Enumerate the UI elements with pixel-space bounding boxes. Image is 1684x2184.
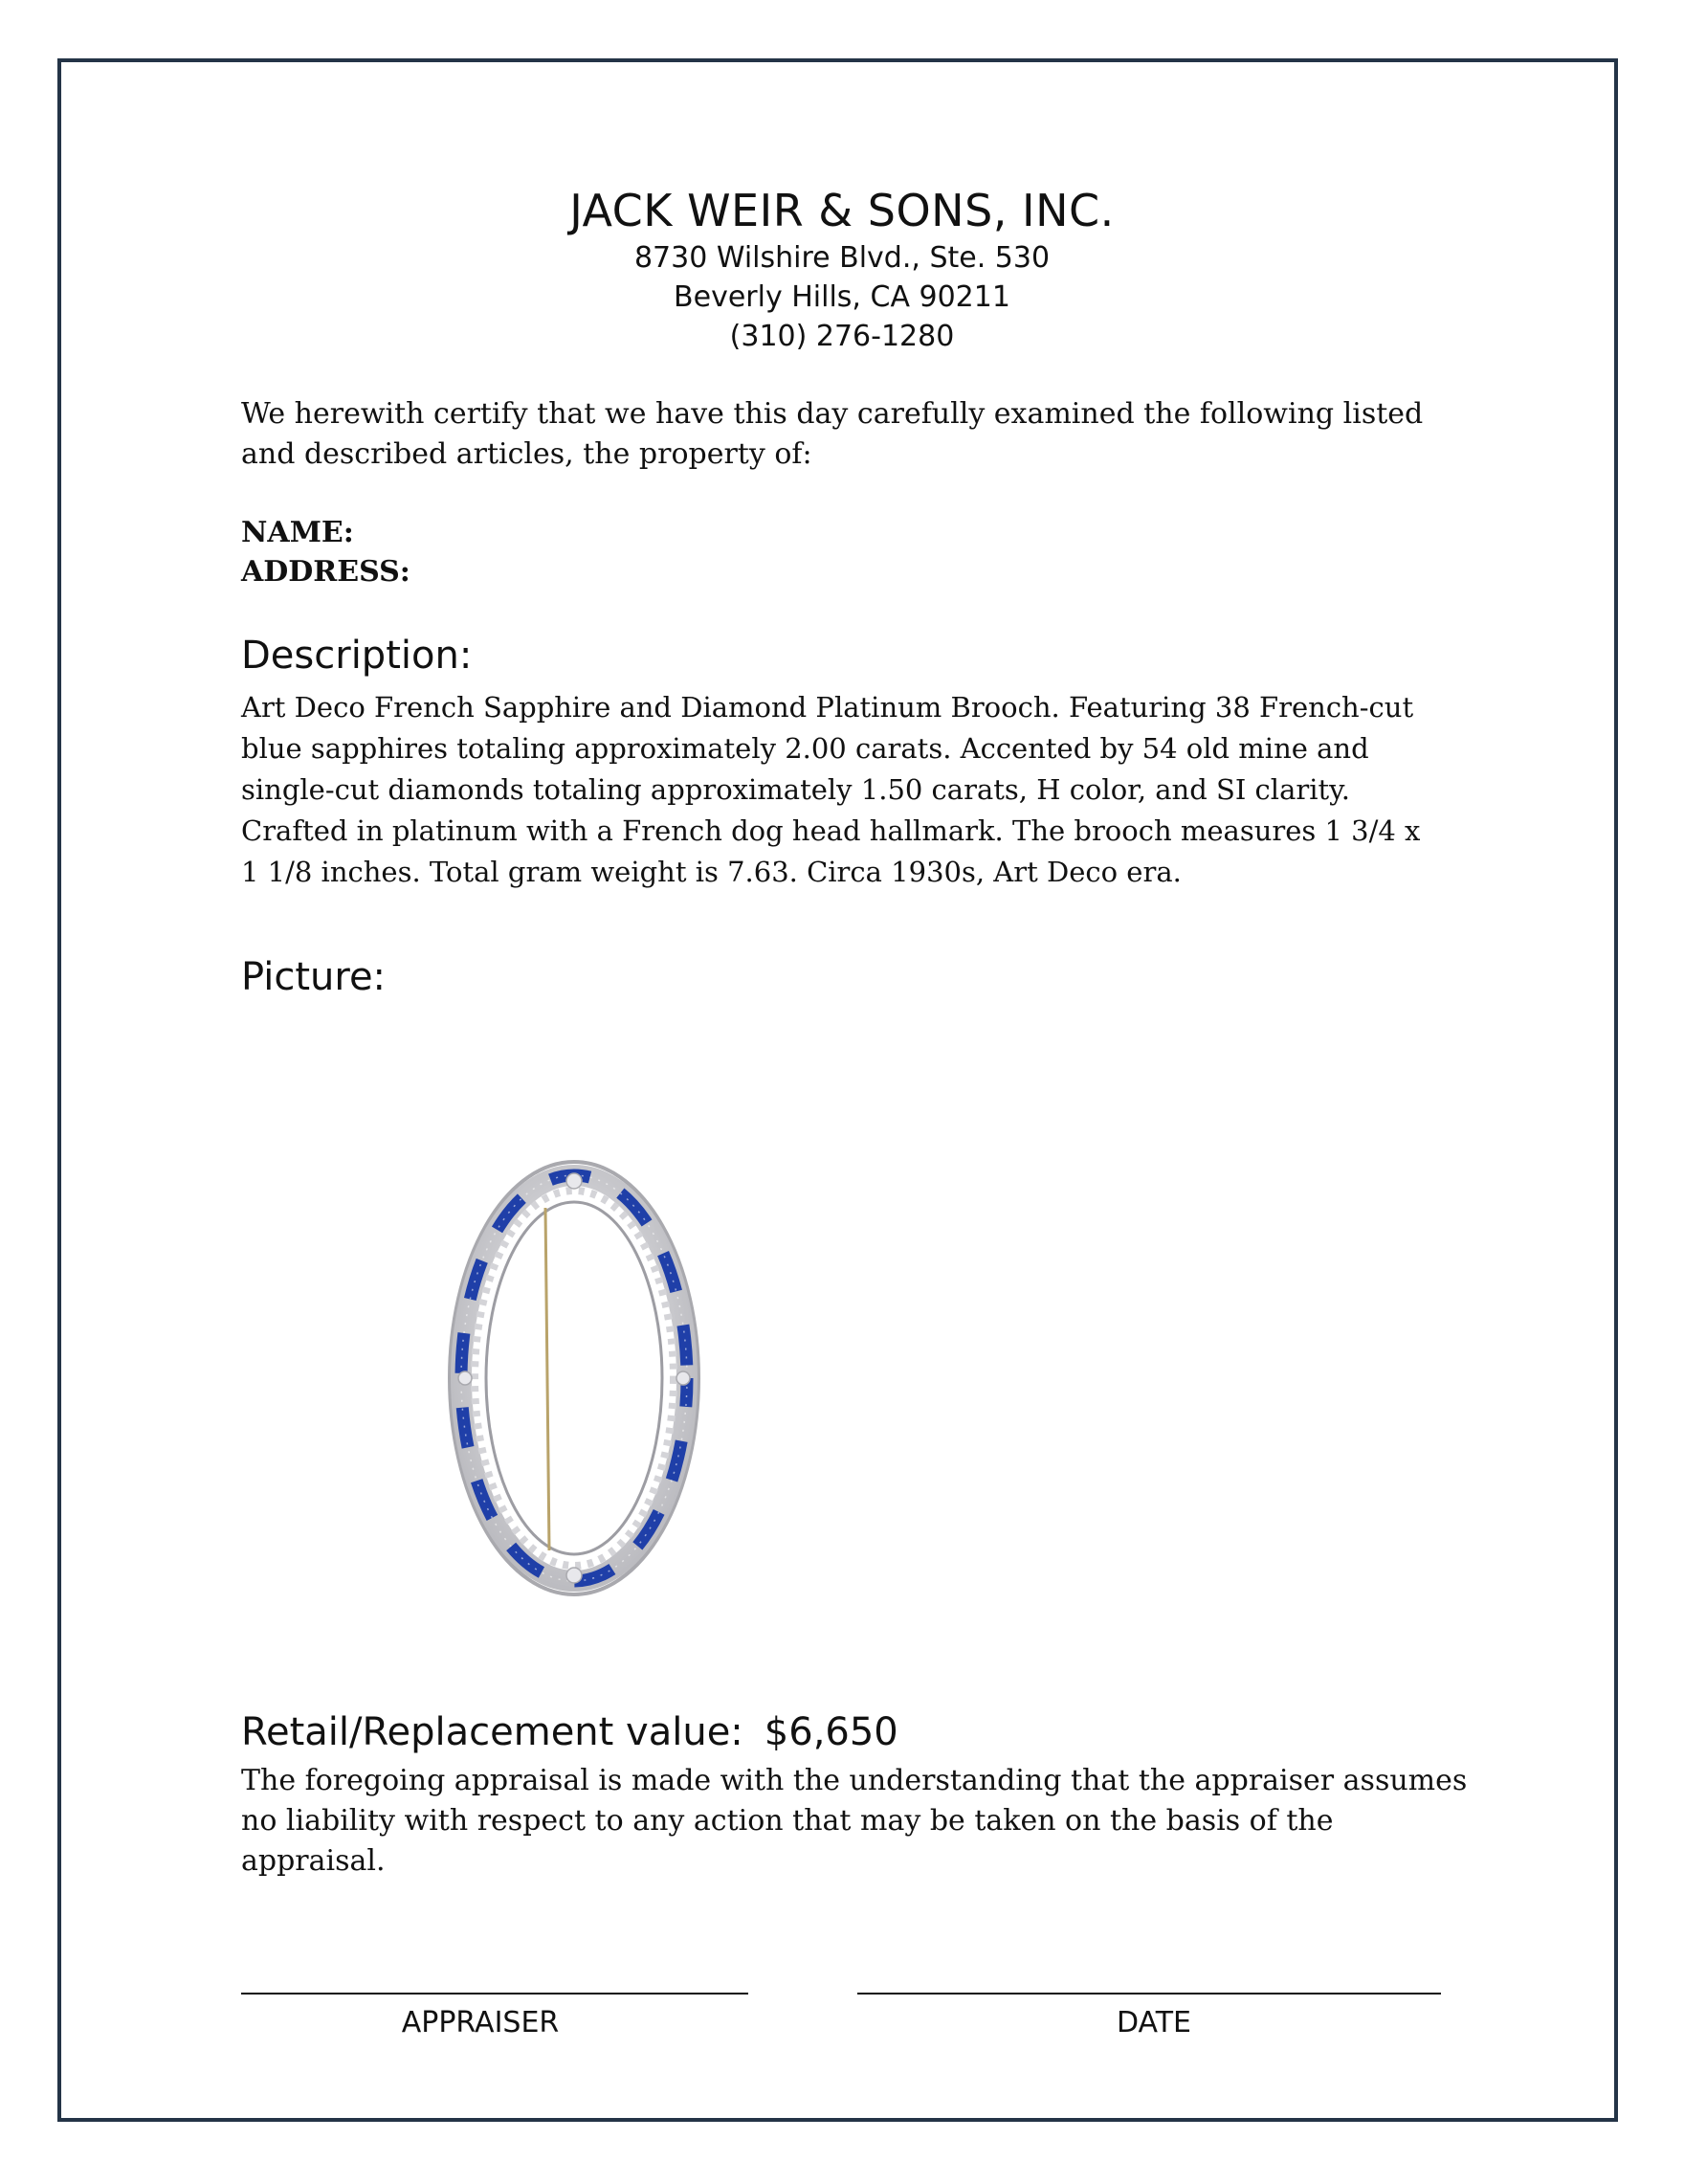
company-address-line2: Beverly Hills, CA 90211 bbox=[674, 280, 1010, 314]
company-phone: (310) 276-1280 bbox=[729, 320, 955, 353]
name-field-label: NAME: bbox=[241, 516, 354, 549]
valuation-amount: $6,650 bbox=[764, 1710, 898, 1754]
certification-intro: We herewith certify that we have this day carefully examined the following listed and described articles, the property of: bbox=[241, 397, 1424, 471]
appraiser-signature-line bbox=[241, 1993, 748, 1995]
address-field-label: ADDRESS: bbox=[241, 555, 410, 589]
description-heading: Description: bbox=[241, 634, 473, 678]
company-address-line1: 8730 Wilshire Blvd., Ste. 530 bbox=[633, 241, 1051, 275]
picture-heading: Picture: bbox=[241, 955, 387, 999]
description-text: Art Deco French Sapphire and Diamond Platinum Brooch. Featuring 38 French-cut blue sapphires totaling approximately 2.00 carats. Accented by 54 old mine and single-cut diamonds totaling approximately 1.50 carats, H color, and SI clarity. Crafted in platinum with a French dog head hallmark. The brooch measures 1 3/4 x 1 1/8 inches. Total gram weight is 7.63. Circa 1930s, Art Deco era. bbox=[241, 691, 1421, 888]
disclaimer-text: The foregoing appraisal is made with the understanding that the appraiser assumes no liability with respect to any action that may be taken on the basis of the appraisal. bbox=[241, 1764, 1468, 1878]
valuation-label: Retail/Replacement value: bbox=[241, 1710, 743, 1754]
appraiser-label: APPRAISER bbox=[401, 2006, 560, 2039]
valuation-line bbox=[241, 1707, 1485, 1757]
company-name: JACK WEIR & SONS, INC. bbox=[569, 185, 1115, 236]
date-signature-line bbox=[857, 1993, 1441, 1995]
brooch-image bbox=[421, 1148, 727, 1608]
date-label: DATE bbox=[1116, 2006, 1192, 2039]
